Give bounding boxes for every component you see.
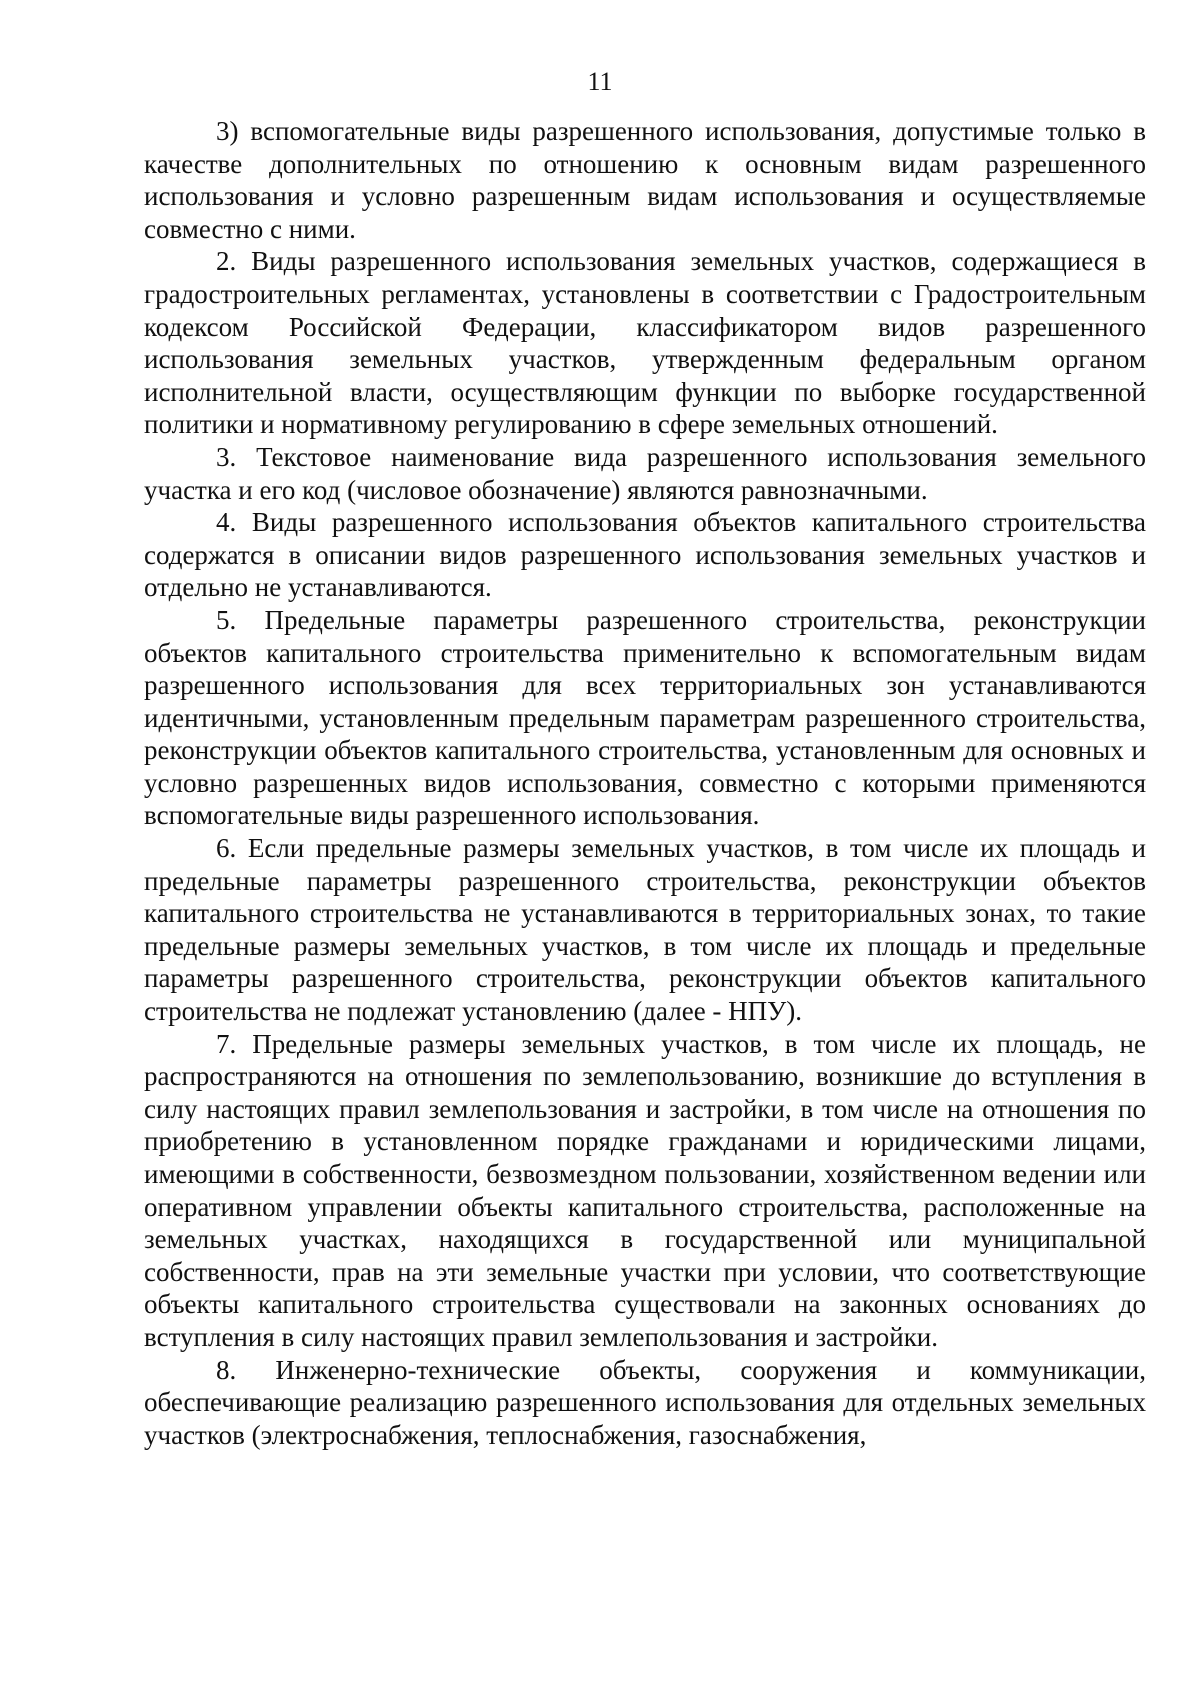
paragraph-item-3: 3) вспомогательные виды разрешенного использования, допустимые только в качестве дополнительных по отношению к основным видам разрешенного использования и условно разрешенным видам использования и осуществляемые совместно с ними. (144, 116, 1146, 244)
paragraph-3: 3. Текстовое наименование вида разрешенного использования земельного участка и его код (числовое обозначение) являются равнозначными. (144, 441, 1146, 505)
paragraph-4: 4. Виды разрешенного использования объектов капитального строительства содержатся в описании видов разрешенного использования земельных участков и отдельно не устанавливаются. (144, 507, 1146, 603)
paragraph-2: 2. Виды разрешенного использования земельных участков, содержащиеся в градостроительных регламентах, установлены в соответствии с Градостроительным кодексом Российской Федерации, классификатором видов разрешенного использования земельных участков, утвержденным федеральным органом исполнительной власти, осуществляющим функции по выборке государственной политики и нормативному регулированию в сфере земельных отношений. (144, 246, 1146, 440)
paragraph-5: 5. Предельные параметры разрешенного строительства, реконструкции объектов капитального строительства применительно к вспомогательным видам разрешенного использования для всех территориальных зон устанавливаются идентичными, установленным предельным параметрам разрешенного строительства, реконструкции объектов капитального строительства, установленным для основных и условно разрешенных видов использования, совместно с которыми применяются вспомогательные виды разрешенного использования. (144, 604, 1146, 831)
paragraph-8: 8. Инженерно-технические объекты, сооружения и коммуникации, обеспечивающие реализацию разрешенного использования для отдельных земельных участков (электроснабжения, теплоснабжения, газоснабжения, (144, 1354, 1146, 1450)
page-number: 11 (587, 67, 613, 96)
paragraph-6: 6. Если предельные размеры земельных участков, в том числе их площадь и предельные параметры разрешенного строительства, реконструкции объектов капитального строительства не устанавливаются в территориальных зонах, то такие предельные размеры земельных участков, в том числе их площадь и предельные параметры разрешенного строительства, реконструкции объектов капитального строительства не подлежат установлению (далее - НПУ). (144, 833, 1146, 1027)
document-body (144, 115, 1146, 1451)
paragraph-7: 7. Предельные размеры земельных участков, в том числе их площадь, не распространяются на отношения по землепользованию, возникшие до вступления в силу настоящих правил землепользования и застройки, в том числе на отношения по приобретению в установленном порядке гражданами и юридическими лицами, имеющими в собственности, безвозмездном пользовании, хозяйственном ведении или оперативном управлении объекты капитального строительства, расположенные на земельных участках, находящихся в государственной или муниципальной собственности, прав на эти земельные участки при условии, что соответствующие объекты капитального строительства существовали на законных основаниях до вступления в силу настоящих правил землепользования и застройки. (144, 1028, 1146, 1352)
